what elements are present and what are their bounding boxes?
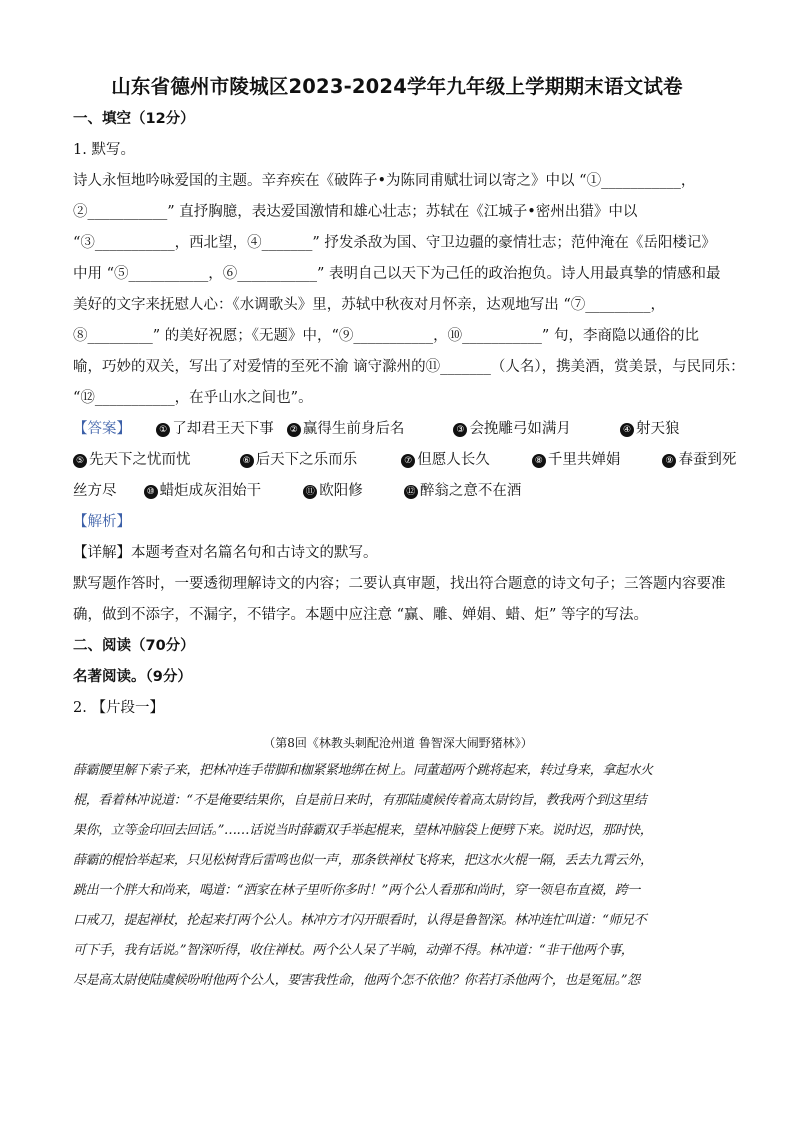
answer-line (73, 414, 723, 445)
answer-item: ⑥ 后天下之乐而乐 (240, 445, 397, 476)
passage-line: 薛霸的棍恰举起来，只见松树背后雷鸣也似一声，那条铁禅杖飞将来，把这水火棍一隔，丢去九霄云外， (73, 853, 653, 868)
answer-item: ① 了却君王天下事 (156, 414, 282, 445)
text-line: 默写题作答时，一要透彻理解诗文的内容；二要认真审题，找出符合题意的诗文句子；三答题内容要准 (73, 576, 726, 592)
analysis-detail (73, 538, 726, 631)
answer-item: ⑫ 醉翁之意不在酒 (404, 476, 522, 507)
text-line: 中用 “⑤___________，⑥___________” 表明自己以天下为己任的政治抱负。诗人用最真挚的情感和最 (73, 266, 721, 282)
text-line: ⑧_________” 的美好祝愿；《无题》中，“⑨___________，⑩___________” 句，李商隐以通俗的比 (73, 328, 699, 344)
answer-block (73, 414, 737, 507)
text-line: ②___________” 直抒胸臆，表达爱国激情和雄心壮志；苏轼在《江城子•密州出猎》中以 (73, 204, 638, 220)
answer-item: ⑧ 千里共婵娟 (532, 445, 658, 476)
answer-label: 【答案】 (73, 421, 131, 437)
question-2-label: 2. 【片段一】 (73, 700, 164, 716)
answer-item: ⑨ 春蚕到死 (662, 445, 736, 476)
document-body (73, 104, 745, 996)
passage-line: 跳出一个胖大和尚来，喝道：“洒家在林子里听你多时！”两个公人看那和尚时，穿一领皂布直裰，跨一 (73, 883, 640, 898)
text-line: “③___________，西北望，④_______” 抒发杀敌为国、守卫边疆的豪情壮志；范仲淹在《岳阳楼记》 (73, 235, 716, 251)
answer-line (73, 445, 737, 476)
text-line: 喻，巧妙的双关，写出了对爱情的至死不渝 谪守滁州的⑪_______（人名），携美酒，赏美景，与民同乐： (73, 359, 745, 375)
answer-item: ② 赢得生前身后名 (287, 414, 449, 445)
question-1-text (73, 166, 745, 414)
answer-item: ⑩ 蜡炬成灰泪始干 (144, 476, 299, 507)
section-heading-reading: 二、阅读（70分） (73, 638, 195, 654)
answer-item: ⑦ 但愿人长久 (401, 445, 527, 476)
analysis-label: 【解析】 (73, 514, 131, 530)
sub-heading-classics: 名著阅读。（9分） (73, 669, 192, 685)
text-line: 美好的文字来抚慰人心：《水调歌头》里，苏轼中秋夜对月怀亲，达观地写出 “⑦_________， (73, 297, 666, 313)
passage-line: 口戒刀，提起禅杖，抡起来打两个公人。林冲方才闪开眼看时，认得是鲁智深。林冲连忙叫道：“师兄不 (73, 913, 647, 928)
section-heading-fill: 一、填空（12分） (73, 111, 195, 127)
text-line: 确，做到不添字，不漏字，不错字。本题中应注意 “赢、雕、婵娟、蜡、炬” 等字的写法。 (73, 607, 649, 623)
answer-item: ③ 会挽雕弓如满月 (453, 414, 615, 445)
passage-line: 棍，看着林冲说道：“不是俺要结果你，自是前日来时，有那陆虞候传着高太尉钧旨，教我两个到这里结 (73, 793, 647, 808)
page-title: 山东省德州市陵城区2023-2024学年九年级上学期期末语文试卷 (111, 75, 683, 98)
passage-line: 尽是高太尉使陆虞候吩咐他两个公人，要害我性命，他两个怎不依他？你若打杀他两个，也是冤屈。”怨 (73, 973, 640, 988)
text-line: 诗人永恒地吟咏爱国的主题。辛弃疾在《破阵子•为陈同甫赋壮词以寄之》中以 “①___________， (73, 173, 696, 189)
passage-line: 薛霸腰里解下索子来，把林冲连手带脚和枷紧紧地绑在树上。同董超两个跳将起来，转过身来，拿起水火 (73, 763, 653, 778)
answer-line (73, 476, 723, 507)
answer-item: ⑤ 先天下之忧而忧 (73, 445, 235, 476)
text-line: 【详解】本题考查对名篇名句和古诗文的默写。 (73, 545, 378, 561)
passage (73, 756, 723, 996)
text-line: “⑫___________，在乎山水之间也”。 (73, 390, 313, 406)
passage-line: 可下手，我有话说。”智深听得，收住禅杖。两个公人呆了半晌，动弹不得。林冲道：“非干他两个事， (73, 943, 634, 958)
answer-item: ④ 射天狼 (620, 414, 680, 445)
passage-line: 果你，立等金印回去回话。”……话说当时薛霸双手举起棍来，望林冲脑袋上便劈下来。说时迟，那时快， (73, 823, 653, 838)
answer-item-continued: 丝方尽 (73, 483, 117, 499)
chapter-title: （第8回《林教头刺配沧州道 鲁智深大闹野猪林》） (263, 736, 533, 750)
answer-item: ⑪ 欧阳修 (303, 476, 399, 507)
question-1-label: 1. 默写。 (73, 142, 135, 158)
